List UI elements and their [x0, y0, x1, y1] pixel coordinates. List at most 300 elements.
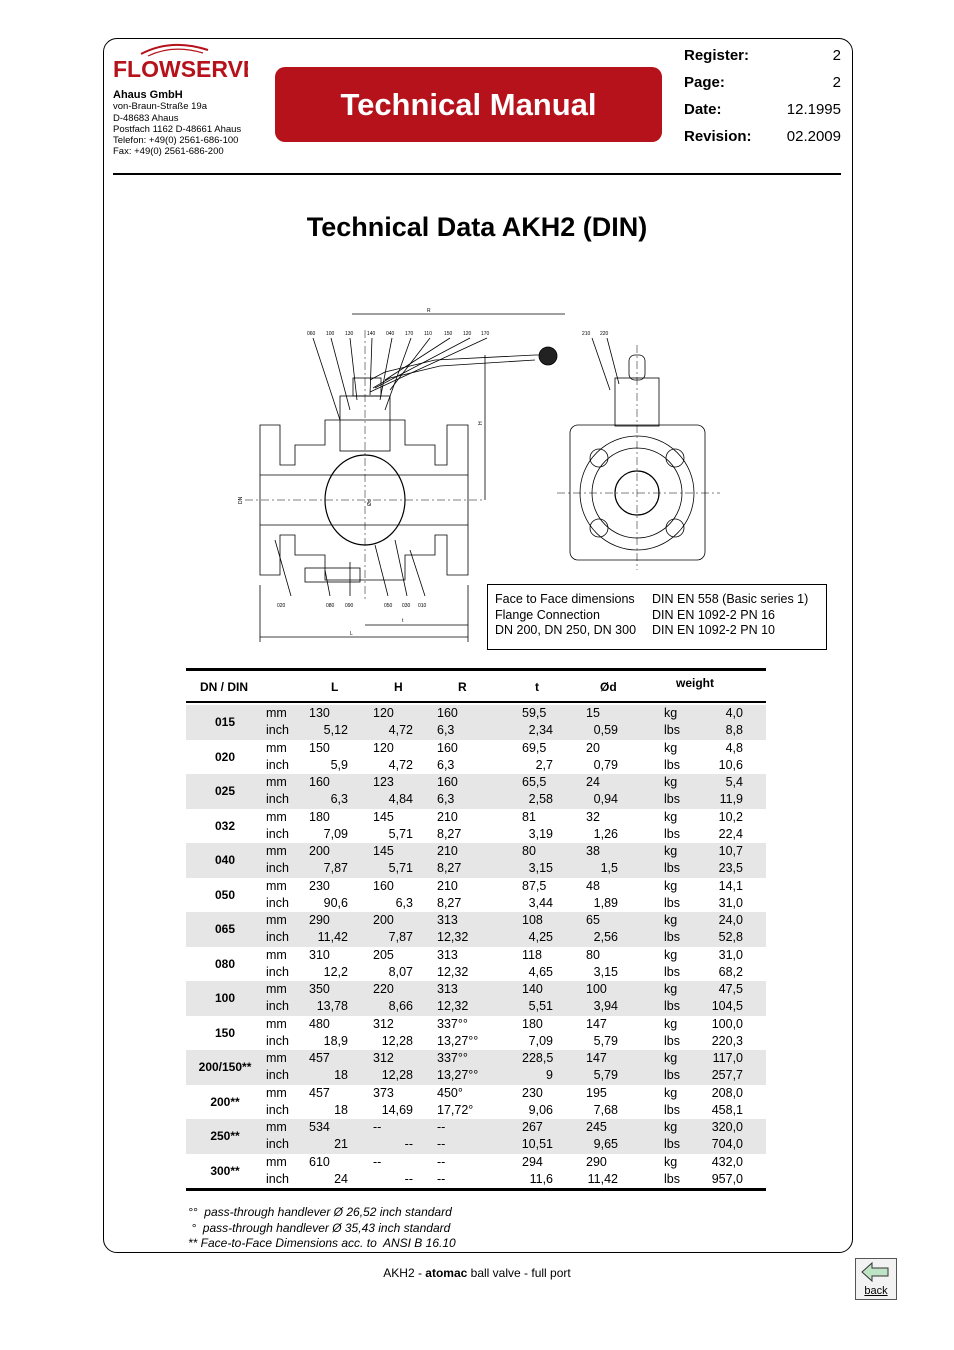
row-dn: 300** — [210, 1163, 240, 1178]
cell-mm: 10,2 — [718, 809, 743, 824]
cell-inch: 4,72 — [388, 757, 413, 772]
cell-inch: -- — [437, 1171, 446, 1186]
meta-label: Date: — [684, 101, 722, 118]
cell-inch: 8,66 — [388, 999, 413, 1013]
cell-mm: 313 — [437, 947, 458, 962]
cell-inch: 2,7 — [535, 757, 553, 772]
row-dn: 050 — [214, 887, 236, 902]
cell-inch: 6,3 — [437, 723, 455, 737]
cell-mm: 24 — [586, 775, 600, 789]
cell-inch: 12,32 — [437, 964, 469, 979]
meta-row-register — [684, 46, 841, 73]
cell-mm: kg — [664, 1051, 678, 1065]
standard-row — [495, 623, 826, 639]
cell-mm: 200 — [373, 913, 394, 927]
cell-inch: 5,51 — [528, 999, 553, 1013]
cell-inch: 12,32 — [437, 930, 469, 944]
cell-mm: kg — [664, 1085, 678, 1100]
cell-inch: 12,2 — [323, 964, 348, 979]
cell-inch: 14,69 — [381, 1102, 413, 1117]
cell-inch: inch — [266, 1171, 289, 1186]
cell-inch: 8,07 — [388, 964, 413, 979]
cell-inch: 1,89 — [593, 895, 618, 910]
row-dn: 200/150** — [198, 1060, 252, 1074]
cell-mm: mm — [266, 1016, 287, 1031]
cell-mm: 14,1 — [718, 878, 743, 893]
cell-mm: mm — [266, 947, 287, 962]
cell-mm: 80 — [522, 844, 536, 858]
cell-inch: 7,09 — [323, 826, 348, 841]
cell-mm: 5,4 — [725, 775, 743, 789]
cell-mm: 120 — [373, 706, 394, 720]
callout-label: 080 — [326, 603, 335, 609]
callout-label: 020 — [277, 603, 286, 609]
table-row — [186, 774, 766, 809]
cell-mm: kg — [664, 1154, 678, 1169]
cell-inch: 13,78 — [316, 999, 348, 1013]
cell-mm: mm — [266, 1051, 287, 1065]
cell-inch: 6,3 — [437, 792, 455, 806]
meta-value: 2 — [832, 47, 841, 64]
cell-mm: mm — [266, 1120, 287, 1134]
callout-label: 170 — [405, 331, 414, 337]
cell-inch: 10,6 — [718, 757, 743, 772]
cell-mm: mm — [266, 1085, 287, 1100]
cell-mm: 534 — [309, 1120, 330, 1134]
callout-label: 220 — [600, 331, 609, 337]
standards-box — [487, 584, 827, 650]
cell-inch: -- — [404, 1171, 413, 1186]
cell-mm: mm — [266, 706, 287, 720]
dim-label-d: Ød — [367, 499, 373, 506]
cell-mm: 160 — [373, 878, 394, 893]
cell-inch: lbs — [664, 1102, 680, 1117]
cell-mm: 245 — [586, 1120, 607, 1134]
cell-mm: mm — [266, 878, 287, 893]
callout-label: 030 — [402, 603, 411, 609]
row-dn: 032 — [214, 818, 236, 833]
footer-brand: atomac — [425, 1266, 468, 1280]
cell-mm: 80 — [586, 947, 600, 962]
cell-inch: 12,32 — [437, 999, 469, 1013]
cell-mm: 208,0 — [711, 1085, 743, 1100]
cell-inch: lbs — [664, 826, 680, 841]
row-dn: 040 — [214, 853, 236, 867]
cell-mm: 180 — [522, 1016, 543, 1031]
cell-mm: kg — [664, 1120, 678, 1134]
callout-label: 170 — [481, 331, 490, 337]
cell-mm: kg — [664, 775, 678, 789]
cell-inch: lbs — [664, 930, 680, 944]
cell-inch: inch — [266, 1137, 289, 1151]
cell-mm: 108 — [522, 913, 543, 927]
cell-mm: 4,0 — [725, 706, 743, 720]
cell-inch: 0,79 — [593, 757, 618, 772]
cell-mm: kg — [664, 809, 678, 824]
cell-mm: 337°° — [437, 1016, 468, 1031]
cell-inch: 5,9 — [330, 757, 348, 772]
table-row — [186, 1085, 766, 1120]
cell-mm: 32 — [586, 809, 600, 824]
cell-inch: 0,59 — [593, 723, 618, 737]
cell-mm: 180 — [309, 809, 330, 824]
flowserve-logo — [113, 40, 248, 90]
cell-inch: 7,09 — [528, 1033, 553, 1048]
cell-inch: inch — [266, 964, 289, 979]
cell-inch: 5,71 — [388, 826, 413, 841]
table-row — [186, 947, 766, 982]
cell-mm: 4,8 — [725, 740, 743, 755]
row-dn: 150 — [214, 1025, 236, 1040]
cell-inch: lbs — [664, 895, 680, 910]
dimensions-table — [186, 668, 766, 1191]
row-dn: 080 — [214, 956, 236, 971]
cell-inch: 31,0 — [718, 895, 743, 910]
cell-mm: 313 — [437, 913, 458, 927]
back-arrow-icon — [856, 1259, 896, 1285]
cell-inch: inch — [266, 1068, 289, 1082]
cell-inch: 257,7 — [711, 1068, 743, 1082]
cell-inch: 13,27°° — [437, 1068, 479, 1082]
cell-mm: -- — [373, 1154, 382, 1169]
cell-mm: kg — [664, 740, 678, 755]
standard-value: DIN EN 1092-2 PN 16 — [652, 607, 775, 622]
cell-mm: 59,5 — [522, 706, 547, 720]
cell-inch: 8,27 — [437, 895, 462, 910]
dim-label-R: R — [427, 308, 431, 314]
cell-mm: 432,0 — [711, 1154, 743, 1169]
callout-label: 100 — [326, 331, 335, 337]
cell-mm: 230 — [309, 878, 330, 893]
cell-mm: 120 — [373, 740, 394, 755]
table-row — [186, 809, 766, 844]
cell-inch: 13,27°° — [437, 1033, 479, 1048]
col-header-t: t — [535, 680, 539, 694]
page-heading: Technical Data AKH2 (DIN) — [306, 212, 648, 242]
cell-mm: 205 — [373, 947, 394, 962]
cell-inch: 2,56 — [593, 930, 618, 944]
cell-inch: 9,65 — [593, 1137, 618, 1151]
table-row — [186, 705, 766, 740]
footer-prefix: AKH2 - — [383, 1266, 426, 1280]
cell-inch: 5,79 — [593, 1033, 618, 1048]
cell-inch: 5,79 — [593, 1068, 618, 1082]
cell-mm: kg — [664, 878, 678, 893]
meta-label: Revision: — [684, 128, 752, 145]
cell-mm: 160 — [437, 740, 458, 755]
cell-inch: 21 — [334, 1137, 348, 1151]
row-dn: 020 — [214, 749, 236, 764]
cell-mm: mm — [266, 775, 287, 789]
cell-mm: 220 — [373, 982, 394, 996]
cell-mm: 38 — [586, 844, 600, 858]
cell-inch: 9 — [546, 1068, 553, 1082]
cell-inch: lbs — [664, 792, 680, 806]
table-row — [186, 1119, 766, 1154]
cell-inch: lbs — [664, 757, 680, 772]
cell-inch: inch — [266, 757, 289, 772]
cell-mm: 147 — [586, 1016, 607, 1031]
address-line: Fax: +49(0) 2561-686-200 — [113, 146, 224, 158]
cell-inch: 5,12 — [323, 723, 348, 737]
meta-value: 2 — [832, 74, 841, 91]
cell-inch: lbs — [664, 723, 680, 737]
cell-mm: -- — [437, 1154, 446, 1169]
row-dn: 015 — [214, 715, 236, 729]
cell-mm: 337°° — [437, 1051, 468, 1065]
cell-mm: 160 — [437, 775, 458, 789]
cell-mm: 123 — [373, 775, 394, 789]
callout-label: 130 — [345, 331, 354, 337]
cell-inch: 22,4 — [718, 826, 743, 841]
table-row — [186, 912, 766, 947]
cell-mm: 610 — [309, 1154, 330, 1169]
cell-mm: mm — [266, 809, 287, 824]
cell-mm: 145 — [373, 844, 394, 858]
cell-inch: 7,68 — [593, 1102, 618, 1117]
meta-row-revision — [684, 127, 841, 154]
callout-label: 060 — [307, 331, 316, 337]
cell-inch: 1,26 — [593, 826, 618, 841]
table-row — [186, 878, 766, 913]
cell-mm: kg — [664, 913, 678, 927]
cell-inch: 18 — [334, 1068, 348, 1082]
col-header-R: R — [458, 680, 467, 694]
callout-label: 050 — [384, 603, 393, 609]
cell-inch: 220,3 — [711, 1033, 743, 1048]
cell-mm: mm — [266, 844, 287, 858]
callout-label: 140 — [367, 331, 376, 337]
address-line: Postfach 1162 D-48661 Ahaus — [113, 123, 242, 135]
logo-text: FLOWSERVE — [113, 56, 248, 82]
cell-inch: inch — [266, 930, 289, 944]
cell-mm: 15 — [586, 706, 600, 720]
cell-inch: 0,94 — [593, 792, 618, 806]
cell-inch: 11,42 — [317, 930, 348, 944]
cell-mm: kg — [664, 844, 678, 858]
cell-mm: 150 — [309, 740, 330, 755]
cell-inch: 6,3 — [330, 792, 348, 806]
cell-inch: 23,5 — [718, 861, 743, 875]
table-row — [186, 843, 766, 878]
cell-inch: 104,5 — [711, 999, 743, 1013]
cell-inch: 2,58 — [528, 792, 553, 806]
standard-value: DIN EN 1092-2 PN 10 — [652, 623, 775, 637]
col-header-d: Ød — [600, 680, 617, 694]
cell-mm: 118 — [522, 947, 542, 962]
table-bottom-rule — [186, 1188, 766, 1191]
technical-manual-banner — [275, 67, 662, 142]
cell-mm: kg — [664, 982, 678, 996]
cell-inch: 7,87 — [323, 861, 348, 875]
callout-label: 210 — [582, 331, 591, 337]
cell-mm: 457 — [309, 1051, 330, 1065]
callout-label: 090 — [345, 603, 354, 609]
standard-row — [495, 592, 826, 608]
cell-mm: mm — [266, 982, 287, 996]
table-body — [186, 705, 766, 1188]
cell-mm: -- — [373, 1120, 382, 1134]
table-row — [186, 1050, 766, 1085]
cell-inch: 3,44 — [528, 895, 553, 910]
standard-label: Flange Connection — [495, 607, 600, 622]
cell-inch: 7,87 — [388, 930, 413, 944]
address-line: Telefon: +49(0) 2561-686-100 — [113, 135, 239, 147]
company-name: Ahaus GmbH — [113, 89, 183, 101]
cell-mm: 140 — [522, 982, 543, 996]
standard-row — [495, 608, 826, 624]
cell-mm: 210 — [437, 878, 458, 893]
meta-value: 02.2009 — [786, 128, 841, 145]
row-dn: 250** — [210, 1129, 240, 1143]
cell-inch: 3,15 — [593, 964, 618, 979]
cell-mm: -- — [437, 1120, 446, 1134]
meta-label: Register: — [684, 47, 750, 64]
cell-inch: 90,6 — [323, 895, 348, 910]
cell-inch: 4,65 — [528, 964, 553, 979]
cell-mm: 312 — [373, 1016, 394, 1031]
cell-inch: 12,28 — [381, 1033, 413, 1048]
cell-inch: 957,0 — [711, 1171, 743, 1186]
cell-mm: 320,0 — [711, 1120, 743, 1134]
cell-mm: 210 — [437, 844, 458, 858]
cell-inch: 12,28 — [381, 1068, 413, 1082]
cell-mm: 195 — [586, 1085, 607, 1100]
cell-inch: 8,27 — [437, 861, 462, 875]
cell-mm: mm — [266, 1154, 287, 1169]
table-row — [186, 740, 766, 775]
col-header-H: H — [394, 680, 403, 694]
cell-inch: 2,34 — [528, 723, 553, 737]
cell-inch: inch — [266, 861, 289, 875]
callout-label: 010 — [418, 603, 427, 609]
cell-inch: lbs — [664, 1033, 680, 1048]
dim-label-DN: DN — [238, 496, 244, 504]
standard-label: DN 200, DN 250, DN 300 — [495, 623, 637, 637]
cell-mm: 313 — [437, 982, 458, 996]
cell-inch: 52,8 — [718, 930, 743, 944]
cell-inch: inch — [266, 1102, 289, 1117]
meta-value: 12.1995 — [786, 101, 841, 118]
meta-row-date — [684, 100, 841, 127]
cell-mm: 200 — [309, 844, 330, 858]
cell-inch: -- — [404, 1137, 413, 1151]
cell-inch: 8,27 — [437, 826, 462, 841]
cell-mm: 230 — [522, 1085, 543, 1100]
dim-label-L: L — [350, 631, 353, 637]
back-button[interactable] — [855, 1258, 897, 1300]
dim-label-t: t — [402, 618, 404, 624]
cell-mm: 210 — [437, 809, 458, 824]
cell-inch: 704,0 — [711, 1137, 743, 1151]
cell-mm: 160 — [437, 706, 458, 720]
table-header — [186, 668, 766, 703]
cell-mm: 69,5 — [522, 740, 547, 755]
cell-mm: 65 — [586, 913, 600, 927]
cell-inch: 6,3 — [395, 895, 413, 910]
cell-mm: kg — [664, 706, 678, 720]
footnote: ° pass-through handlever Ø 35,43 inch standard — [188, 1220, 451, 1235]
page-footer — [0, 1266, 954, 1280]
row-dn: 065 — [214, 922, 236, 936]
callout-label: 040 — [386, 331, 395, 337]
cell-inch: lbs — [664, 1171, 680, 1186]
cell-mm: 350 — [309, 982, 330, 996]
row-dn: 200** — [210, 1094, 240, 1109]
cell-inch: 11,42 — [587, 1171, 618, 1186]
row-dn: 025 — [214, 784, 236, 798]
callout-label: 120 — [463, 331, 472, 337]
cell-inch: 4,84 — [388, 792, 413, 806]
cell-mm: 290 — [309, 913, 330, 927]
cell-mm: kg — [664, 947, 678, 962]
standard-value: DIN EN 558 (Basic series 1) — [652, 592, 809, 606]
cell-inch: 8,8 — [725, 723, 743, 737]
header-divider — [113, 173, 841, 175]
footnote: ** Face-to-Face Dimensions acc. to ANSI B 16.10 — [188, 1236, 456, 1250]
banner-title: Technical Manual — [340, 86, 597, 122]
callout-label: 110 — [424, 331, 432, 337]
cell-mm: 373 — [373, 1085, 394, 1100]
table-row — [186, 1016, 766, 1051]
document-meta — [684, 46, 841, 154]
cell-inch: lbs — [664, 964, 680, 979]
callout-label: 150 — [444, 331, 453, 337]
back-button-label: back — [864, 1285, 888, 1297]
cell-inch: inch — [266, 826, 289, 841]
footnote: °° pass-through handlever Ø 26,52 inch standard — [188, 1205, 452, 1219]
address-line: D-48683 Ahaus — [113, 112, 179, 124]
cell-mm: kg — [664, 1016, 678, 1031]
cell-inch: 68,2 — [718, 964, 743, 979]
cell-mm: 160 — [309, 775, 330, 789]
col-header-L: L — [331, 680, 339, 694]
cell-mm: 147 — [586, 1051, 607, 1065]
cell-mm: 450° — [437, 1085, 463, 1100]
cell-mm: 457 — [309, 1085, 330, 1100]
dim-label-H: H — [478, 421, 484, 425]
company-address — [113, 90, 241, 158]
cell-mm: mm — [266, 913, 287, 927]
meta-row-page — [684, 73, 841, 100]
cell-inch: inch — [266, 792, 289, 806]
cell-mm: 228,5 — [522, 1051, 554, 1065]
table-row — [186, 981, 766, 1016]
cell-inch: inch — [266, 999, 289, 1013]
cell-mm: 117,0 — [712, 1051, 743, 1065]
cell-mm: 312 — [373, 1051, 394, 1065]
cell-mm: 100 — [586, 982, 607, 996]
footnotes — [188, 1205, 456, 1252]
meta-label: Page: — [684, 74, 725, 91]
cell-mm: 130 — [309, 706, 330, 720]
cell-inch: 3,19 — [528, 826, 553, 841]
cell-inch: 9,06 — [528, 1102, 553, 1117]
cell-mm: 47,5 — [718, 982, 743, 996]
cell-mm: 31,0 — [718, 947, 743, 962]
cell-inch: inch — [266, 723, 289, 737]
cell-inch: 4,25 — [528, 930, 553, 944]
cell-inch: 18 — [334, 1102, 348, 1117]
cell-inch: 1,5 — [600, 861, 618, 875]
cell-mm: 24,0 — [718, 913, 743, 927]
standard-label: Face to Face dimensions — [495, 592, 635, 606]
cell-mm: 267 — [522, 1120, 543, 1134]
col-header-dn: DN / DIN — [200, 680, 248, 694]
cell-inch: inch — [266, 895, 289, 910]
address-line: von-Braun-Straße 19a — [113, 101, 207, 113]
table-row — [186, 1154, 766, 1189]
